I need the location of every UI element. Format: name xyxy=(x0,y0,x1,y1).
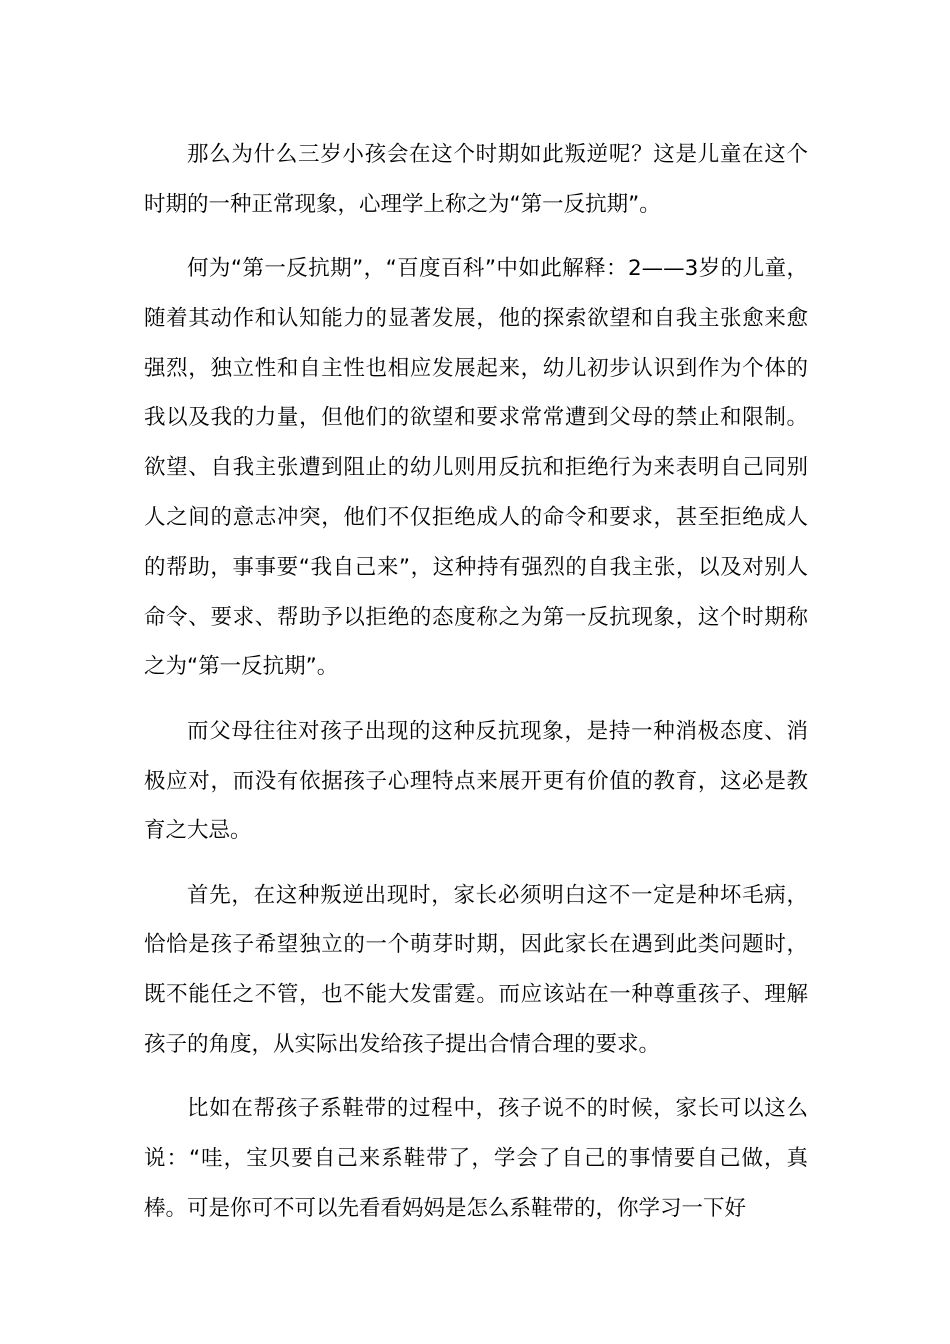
paragraph-first-advice: 首先，在这种叛逆出现时，家长必须明白这不一定是种坏毛病，恰恰是孩子希望独立的一个萌芽时期，因此家长在遇到此类问题时，既不能任之不管，也不能大发雷霆。而应该站在一种尊重孩子、理解孩子的角度，从实际出发给孩子提出合情合理的要求。 xyxy=(144,882,808,1058)
paragraph-rebellion-question: 那么为什么三岁小孩会在这个时期如此叛逆呢？这是儿童在这个时期的一种正常现象，心理学上称之为“第一反抗期”。 xyxy=(144,142,808,217)
paragraph-first-resistance-definition: 何为“第一反抗期”，“百度百科”中如此解释：2——3岁的儿童，随着其动作和认知能力的显著发展，他的探索欲望和自我主张愈来愈强烈，独立性和自主性也相应发展起来，幼儿初步认识到作为个体的我以及我的力量，但他们的欲望和要求常常遭到父母的禁止和限制。欲望、自我主张遭到阻止的幼儿则用反抗和拒绝行为来表明自己同别人之间的意志冲突，他们不仅拒绝成人的命令和要求，甚至拒绝成人的帮助，事事要“我自己来”，这种持有强烈的自我主张，以及对别人命令、要求、帮助予以拒绝的态度称之为第一反抗现象，这个时期称之为“第一反抗期”。 xyxy=(144,256,808,680)
document-body xyxy=(144,130,808,1234)
paragraph-parents-attitude: 而父母往往对孩子出现的这种反抗现象，是持一种消极态度、消极应对，而没有依据孩子心理特点来展开更有价值的教育，这必是教育之大忌。 xyxy=(144,718,808,844)
paragraph-shoelace-example: 比如在帮孩子系鞋带的过程中，孩子说不的时候，家长可以这么说：“哇，宝贝要自己来系鞋带了，学会了自己的事情要自己做，真棒。可是你可不可以先看看妈妈是怎么系鞋带的，你学习一下好 xyxy=(144,1096,808,1221)
